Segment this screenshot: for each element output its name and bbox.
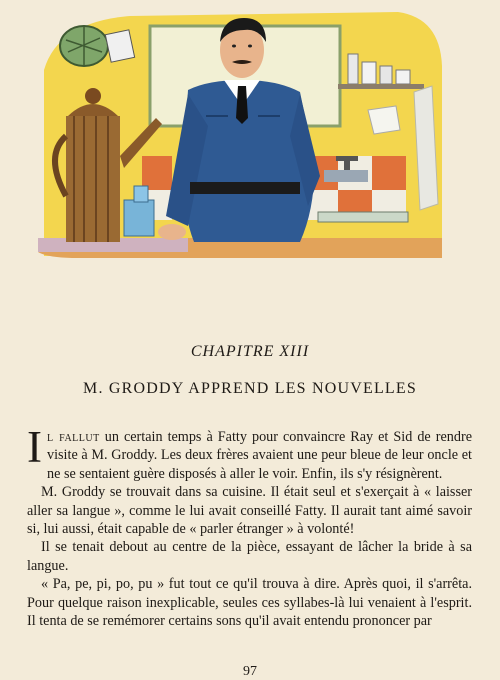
drop-cap: I bbox=[27, 422, 42, 472]
paragraph bbox=[27, 422, 472, 483]
hanging-basket bbox=[60, 26, 135, 66]
paragraph-text: un certain temps à Fatty pour convaincre Ray et Sid de rendre visite à M. Groddy. Les deux frères avaient une peur bleue de leur oncle et ne se sentaient guère disposés à aller le voir. Enfin, ils s'y résignèrent. bbox=[47, 429, 472, 482]
lead-in-smallcaps: l fallut bbox=[47, 429, 100, 445]
paragraph: « Pa, pe, pi, po, pu » fut tout ce qu'il trouva à dire. Après quoi, il s'arrêta. Pour quelque raison inexplicable, seules ces syllabes-là lui venaient à l'esprit. Il tenta de se remémorer certains sons qu'il avait entendu prononcer par bbox=[27, 576, 472, 630]
wall-tiles bbox=[304, 156, 406, 220]
chapter-number: CHAPITRE XIII bbox=[190, 343, 310, 360]
chapter-title: M. GRODDY APPREND LES NOUVELLES bbox=[83, 380, 417, 397]
chapter-illustration bbox=[38, 6, 446, 268]
paragraph: M. Groddy se trouvait dans sa cuisine. Il était seul et s'exerçait à « laisser aller sa langue », comme le lui avait conseillé Fatty. Il aurait tant aimé savoir si, lui aussi, était capable de « parler étranger » à volonté! bbox=[27, 484, 472, 538]
sink bbox=[318, 212, 408, 222]
chapter-body bbox=[27, 422, 472, 630]
page-number: 97 bbox=[243, 664, 257, 679]
paragraph: Il se tenait debout au centre de la pièce, essayant de lâcher la bride à sa langue. bbox=[27, 539, 472, 574]
